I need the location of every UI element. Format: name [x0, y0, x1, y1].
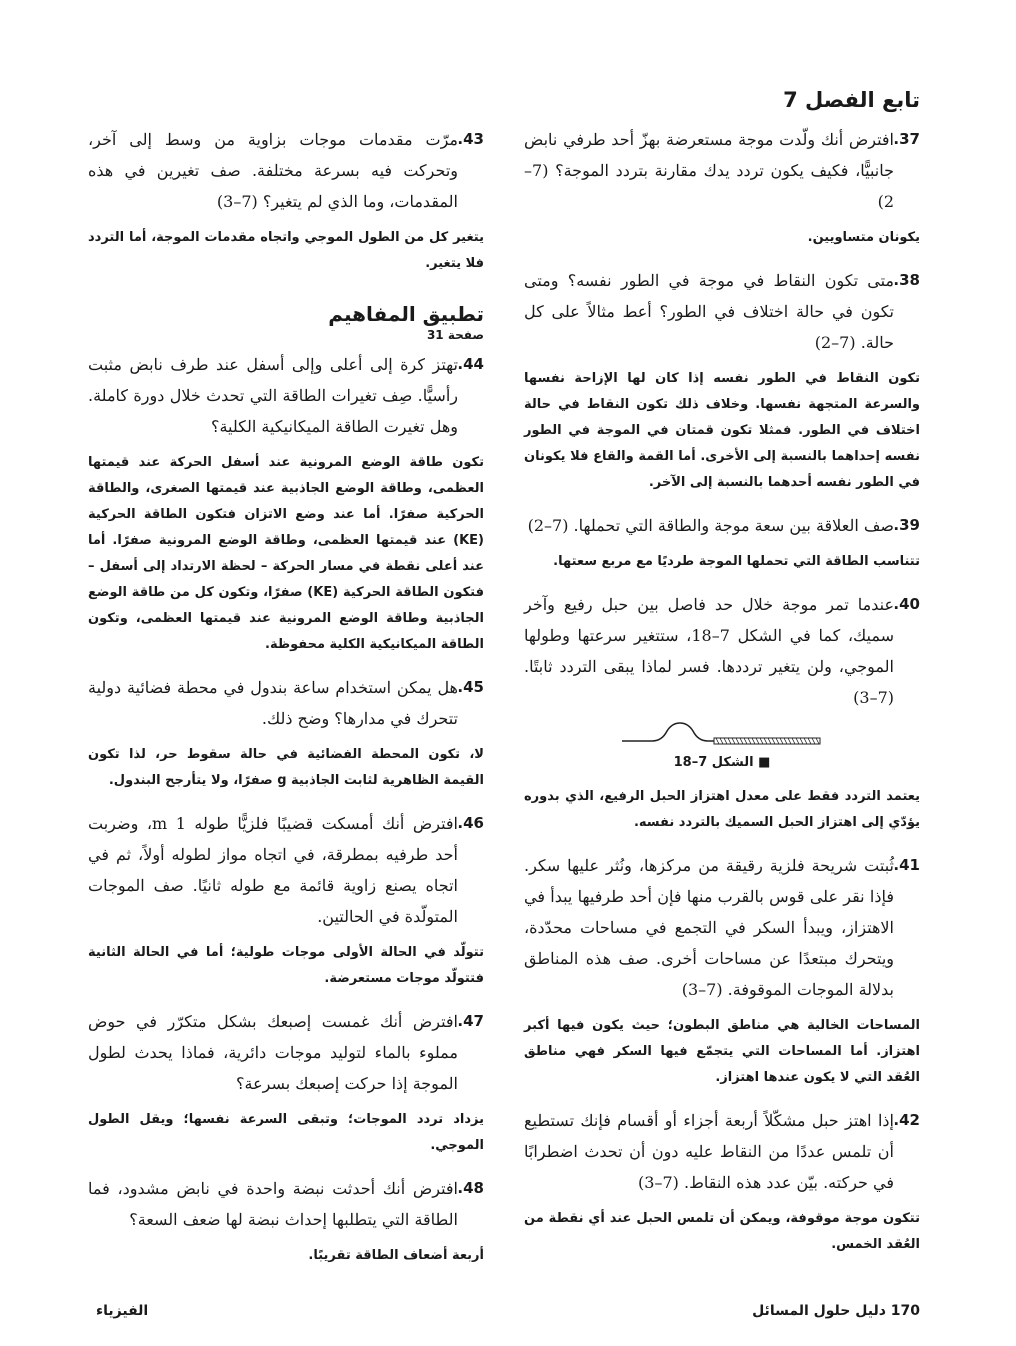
question-number: 47. [457, 1012, 484, 1030]
question-text: متى تكون النقاط في موجة في الطور نفسه؟ ومتى تكون في حالة اختلاف في الطور؟ أعط مثالاً على كل حالة. (7–2) [524, 271, 894, 352]
question-48 [88, 1173, 484, 1235]
answer-46: تتولّد في الحالة الأولى موجات طولية؛ أما في الحالة الثانية فتتولّد موجات مستعرضة. [88, 945, 484, 986]
question-45 [88, 672, 484, 734]
question-number: 38. [893, 271, 920, 289]
question-number: 40. [893, 595, 920, 613]
question-43 [88, 124, 484, 217]
chapter-title: تابع الفصل 7 [783, 88, 920, 112]
right-column [524, 124, 920, 1272]
footer-page-info [752, 1303, 920, 1319]
figure-7-18 [524, 721, 920, 770]
question-number: 39. [893, 516, 920, 534]
question-number: 42. [893, 1111, 920, 1129]
question-text: هل يمكن استخدام ساعة بندول في محطة فضائية دولية تتحرك في مدارها؟ وضح ذلك. [88, 678, 458, 728]
question-number: 43. [457, 130, 484, 148]
rope-wave-illustration [622, 721, 822, 751]
question-text: عندما تمر موجة خلال حد فاصل بين حبل رفيع وآخر سميك، كما في الشكل 7–18، ستتغير سرعتها وطولها الموجي، ولن يتغير ترددها. فسر لماذا يبقى التردد ثابتًا. (7–3) [524, 595, 894, 707]
figure-caption: ■ الشكل 7–18 [673, 755, 771, 770]
question-text: افترض أنك أمسكت قضيبًا فلزيًّا طوله 1 m، وضربت أحد طرفيه بمطرقة، في اتجاه مواز لطوله أولاً، ثم في اتجاه يصنع زاوية قائمة مع طوله ثانيًا. صف الموجات المتولّدة في الحالتين. [88, 814, 458, 926]
question-41 [524, 850, 920, 1005]
answer-42: تتكون موجة موقوفة، ويمكن أن تلمس الحبل عند أي نقطة من العُقد الخمس. [524, 1211, 920, 1252]
answer-45: لا، تكون المحطة الفضائية في حالة سقوط حر، لذا تكون القيمة الظاهرية لثابت الجاذبية g صفرًا، ولا يتأرجح البندول. [88, 747, 484, 788]
question-number: 44. [457, 355, 484, 373]
question-number: 48. [457, 1179, 484, 1197]
answer-43: يتغير كل من الطول الموجي واتجاه مقدمات الموجة، أما التردد فلا يتغير. [88, 230, 484, 271]
answer-48: أربعة أضعاف الطاقة تقريبًا. [308, 1248, 484, 1263]
question-number: 45. [457, 678, 484, 696]
answer-40: يعتمد التردد فقط على معدل اهتزاز الحبل الرفيع، الذي بدوره يؤدّي إلى اهتزاز الحبل السميك بالتردد نفسه. [524, 789, 920, 830]
answer-47: يزداد تردد الموجات؛ وتبقى السرعة نفسها؛ ويقل الطول الموجي. [88, 1112, 484, 1153]
question-number: 46. [457, 814, 484, 832]
answer-41: المساحات الخالية هي مناطق البطون؛ حيث يكون فيها أكبر اهتزاز. أما المساحات التي يتجمّع فيها السكر فهي مناطق العُقد التي لا يكون عندها اهتزاز. [524, 1018, 920, 1085]
footer-subject: الفيزياء [96, 1303, 149, 1319]
question-42 [524, 1105, 920, 1198]
question-text: افترض أنك أحدثت نبضة واحدة في نابض مشدود، فما الطاقة التي يتطلبها إحداث نبضة لها ضعف السعة؟ [88, 1179, 458, 1229]
question-text: مرّت مقدمات موجات بزاوية من وسط إلى آخر، وتحركت فيه بسرعة مختلفة. صف تغيرين في هذه المقدمات، وما الذي لم يتغير؟ (7–3) [88, 130, 458, 211]
question-text: تهتز كرة إلى أعلى وإلى أسفل عند طرف نابض مثبت رأسيًّا. صِف تغيرات الطاقة التي تحدث خلال دورة كاملة. وهل تغيرت الطاقة الميكانيكية الكلية؟ [88, 355, 458, 436]
question-39 [524, 510, 920, 541]
question-47 [88, 1006, 484, 1099]
question-text: افترض أنك ولّدت موجة مستعرضة بهزّ أحد طرفي نابض جانبيًّا، فكيف يكون تردد يدك مقارنة بتردد الموجة؟ (7–2) [524, 130, 894, 211]
question-40 [524, 589, 920, 713]
guide-title: دليل حلول المسائل [752, 1303, 886, 1319]
question-44 [88, 349, 484, 442]
question-46 [88, 808, 484, 932]
section-page-ref: صفحة 31 [426, 328, 484, 342]
question-37 [524, 124, 920, 217]
question-38 [524, 265, 920, 358]
question-number: 37. [893, 130, 920, 148]
answer-37: يكونان متساويين. [807, 230, 920, 245]
question-text: صف العلاقة بين سعة موجة والطاقة التي تحملها. (7–2) [527, 516, 894, 535]
answer-44: تكون طاقة الوضع المرونية عند أسفل الحركة عند قيمتها العظمى، وطاقة الوضع الجاذبية عند قيمتها الصغرى، والطاقة الحركية صفرًا. أما عند وضع الاتزان فتكون الطاقة الحركية (KE) عند قيمتها العظمى، وطاقة الوضع المرونية صفرًا. أما عند أعلى نقطة في مسار الحركة – لحظة الارتداد إلى أسفل –فتكون الطاقة الحركية (KE) صفرًا، وتكون كل من طاقة الوضع الجاذبية وطاقة الوضع المرونية عند قيمتها العظمى، وتكون الطاقة الميكانيكية الكلية محفوظة. [88, 455, 484, 652]
question-number: 41. [893, 856, 920, 874]
question-text: ثُبتت شريحة فلزية رقيقة من مركزها، ونُثر عليها سكر. فإذا نقر على قوس بالقرب منها فإن أحد طرفيها يبدأ في الاهتزاز، ويبدأ السكر في التجمع في مساحات محدّدة، ويتحرك مبتعدًا عن مساحات أخرى. صف هذه المناطق بدلالة الموجات الموقوفة. (7–3) [524, 856, 894, 999]
left-column [88, 124, 484, 1283]
page-number: 170 [890, 1303, 920, 1319]
answer-38: تكون النقاط في الطور نفسه إذا كان لها الإزاحة نفسها والسرعة المتجهة نفسها. وخلاف ذلك تكون النقاط في حالة اختلاف في الطور. فمثلا تكون قمتان في الموجة في الطور نفسه إحداهما بالنسبة إلى الأخرى. أما القمة والقاع فلا يكونان في الطور نفسه أحدهما بالنسبة إلى الآخر. [524, 371, 920, 490]
question-text: إذا اهتز حبل مشكّلاً أربعة أجزاء أو أقسام فإنك تستطيع أن تلمس عددًا من النقاط عليه دون أن تحدث اضطرابًا في حركته. بيّن عدد هذه النقاط. (7–3) [524, 1111, 894, 1192]
question-text: افترض أنك غمست إصبعك بشكل متكرّر في حوض مملوء بالماء لتوليد موجات دائرية، فماذا يحدث لطول الموجة إذا حركت إصبعك بسرعة؟ [88, 1012, 458, 1093]
section-title: تطبيق المفاهيم [328, 302, 484, 326]
caption-bullet-icon: ■ [753, 755, 771, 770]
answer-39: تتناسب الطاقة التي تحملها الموجة طرديًا مع مربع سعتها. [553, 554, 920, 569]
